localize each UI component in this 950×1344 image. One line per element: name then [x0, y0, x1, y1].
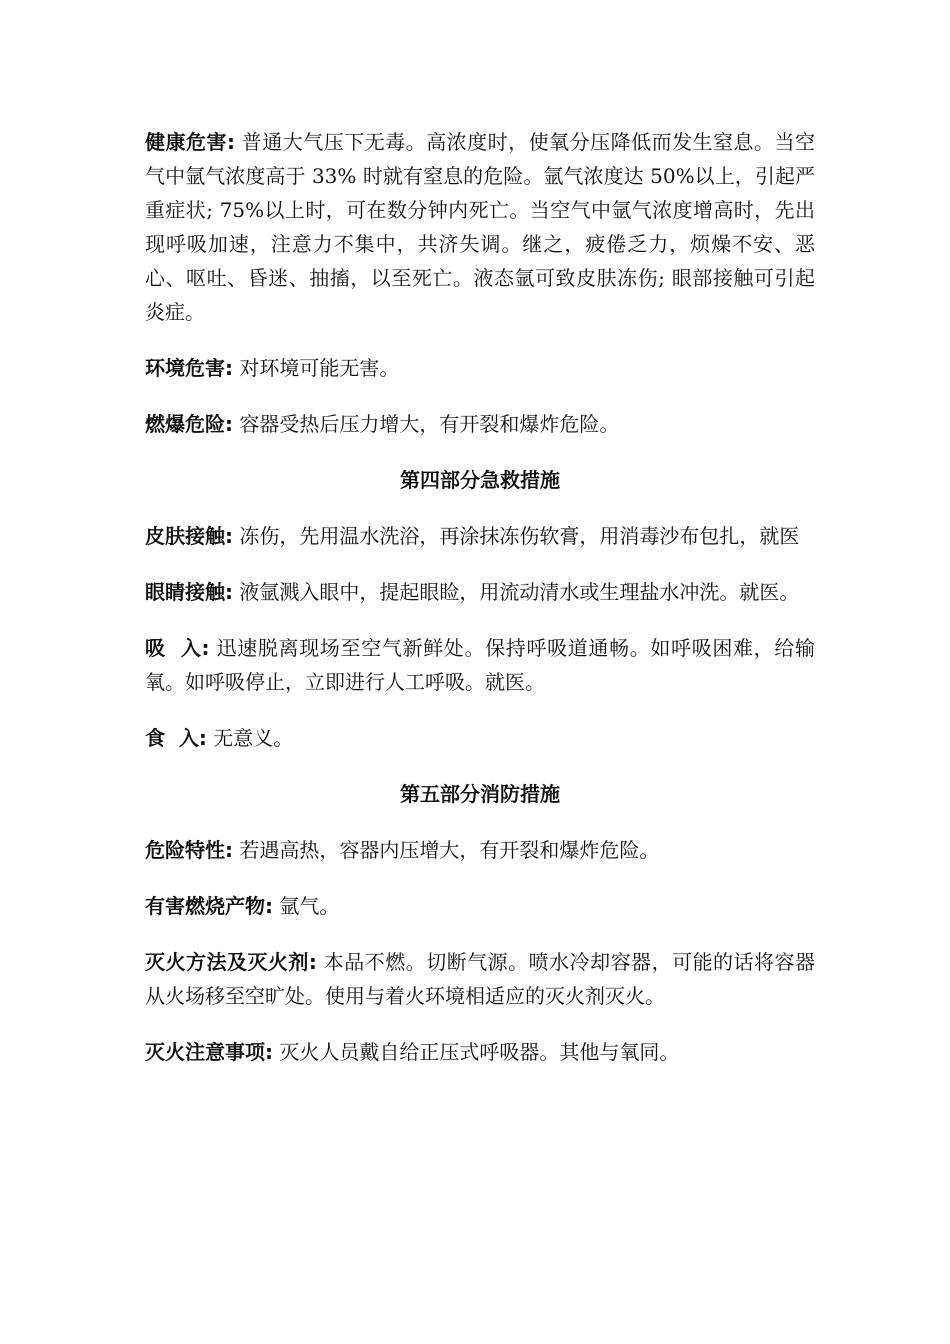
fire-hazard-paragraph — [145, 833, 815, 867]
inhalation-paragraph — [145, 631, 815, 699]
fire-hazard-label: 危险特性: — [145, 838, 233, 862]
extinguishing-method-text: 本品不燃。切断气源。喷水冷却容器，可能的话将容器从火场移至空旷处。使用与着火环境相适应的灭火剂灭火。 — [145, 950, 816, 1008]
ingestion-label: 食 入: — [145, 726, 207, 750]
part5-heading: 第五部分消防措施 — [400, 782, 560, 806]
eye-contact-label: 眼睛接触: — [145, 580, 233, 604]
skin-contact-label: 皮肤接触: — [145, 524, 233, 548]
skin-contact-text: 冻伤，先用温水洗浴，再涂抹冻伤软膏，用消毒沙布包扎，就医 — [233, 524, 800, 548]
inhalation-text: 迅速脱离现场至空气新鲜处。保持呼吸道通畅。如呼吸困难，给输氧。如呼吸停止，立即进行人工呼吸。就医。 — [145, 636, 815, 694]
extinguishing-method-paragraph — [145, 945, 815, 1013]
firefighting-notes-text: 灭火人员戴自给正压式呼吸器。其他与氧同。 — [273, 1040, 680, 1064]
inhalation-label: 吸 入: — [145, 636, 210, 660]
explosion-hazard-label: 燃爆危险: — [145, 412, 233, 436]
document-body — [145, 125, 815, 1091]
environment-hazard-paragraph — [145, 351, 815, 385]
health-hazard-text: 普通大气压下无毒。高浓度时，使氧分压降低而发生窒息。当空气中氩气浓度高于 33% 时就有窒息的危险。氩气浓度达 50%以上，引起严重症状; 75%以上时，可在数分钟内死亡。当空气中氩气浓度增高时，先出现呼吸加速，注意力不集中，共济失调。继之，疲倦乏力，烦燥不安、恶心、呕吐、昏迷、抽搐，以至死亡。液态氩可致皮肤冻伤; 眼部接触可引起炎症。 — [145, 130, 815, 324]
health-hazard-paragraph — [145, 125, 815, 329]
environment-hazard-text: 对环境可能无害。 — [233, 356, 400, 380]
ingestion-paragraph — [145, 721, 815, 755]
combustion-products-paragraph — [145, 889, 815, 923]
firefighting-notes-label: 灭火注意事项: — [145, 1040, 273, 1064]
eye-contact-text: 液氩溅入眼中，提起眼睑，用流动清水或生理盐水冲洗。就医。 — [233, 580, 800, 604]
combustion-products-label: 有害燃烧产物: — [145, 894, 273, 918]
part4-heading: 第四部分急救措施 — [400, 468, 560, 492]
environment-hazard-label: 环境危害: — [145, 356, 233, 380]
ingestion-text: 无意义。 — [206, 726, 294, 750]
firefighting-notes-paragraph — [145, 1035, 815, 1069]
eye-contact-paragraph — [145, 575, 815, 609]
explosion-hazard-text: 容器受热后压力增大，有开裂和爆炸危险。 — [233, 412, 620, 436]
extinguishing-method-label: 灭火方法及灭火剂: — [145, 950, 317, 974]
health-hazard-label: 健康危害: — [145, 130, 235, 154]
skin-contact-paragraph — [145, 519, 815, 553]
combustion-products-text: 氩气。 — [273, 894, 340, 918]
fire-hazard-text: 若遇高热，容器内压增大，有开裂和爆炸危险。 — [233, 838, 660, 862]
explosion-hazard-paragraph — [145, 407, 815, 441]
